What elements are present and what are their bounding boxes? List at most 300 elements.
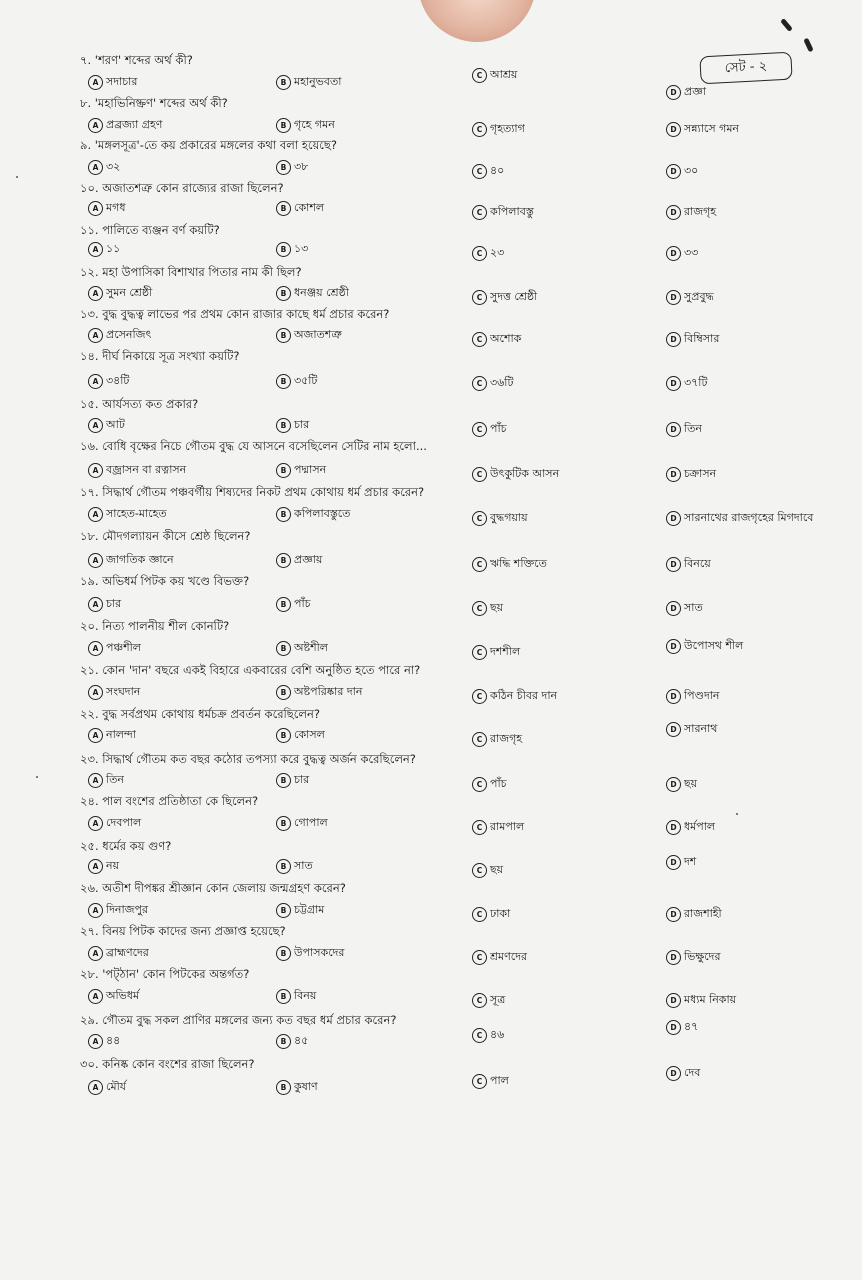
option-bubble: D <box>666 689 681 704</box>
option-text: কোশল <box>294 201 325 214</box>
question-text: ২৪. পাল বংশের প্রতিষ্ঠাতা কে ছিলেন? <box>80 794 259 808</box>
option-d <box>666 948 721 967</box>
option-text: মহানুভবতা <box>294 75 342 88</box>
option-text: ৩৭টি <box>684 376 708 389</box>
option-text: ধর্মপাল <box>684 820 716 833</box>
option-text: মগধ <box>106 201 126 214</box>
option-text: নয় <box>106 859 120 872</box>
option-b <box>276 158 308 177</box>
option-b <box>276 284 349 303</box>
option-a <box>88 372 129 391</box>
option-text: ঋদ্ধি শক্তিতে <box>490 557 547 570</box>
option-text: উৎকুটিক আসন <box>490 467 560 480</box>
option-text: ৩৫টি <box>294 374 318 387</box>
option-bubble: A <box>88 507 103 522</box>
option-text: সাহেত-মাহেত <box>106 507 167 520</box>
option-text: গোপাল <box>294 816 328 829</box>
question-text: ২০. নিত্য পালনীয় শীল কোনটি? <box>80 619 230 633</box>
question-text: ১০. অজাতশত্রু কোন রাজ্যের রাজা ছিলেন? <box>80 181 284 195</box>
option-d <box>666 1064 700 1083</box>
option-b <box>276 240 308 259</box>
option-c <box>472 643 520 662</box>
option-text: নালন্দা <box>106 728 136 741</box>
option-bubble: C <box>472 820 487 835</box>
question-text: ১৮. মৌদগল্যায়ন কীসে শ্রেষ্ঠ ছিলেন? <box>80 529 251 543</box>
option-text: চার <box>294 773 310 786</box>
option-text: ভিক্ষুদের <box>684 950 721 963</box>
option-bubble: D <box>666 820 681 835</box>
option-text: দশ <box>684 855 697 868</box>
option-bubble: B <box>276 418 291 433</box>
option-c <box>472 420 507 439</box>
option-text: সুদত্ত শ্রেষ্ঠী <box>490 290 538 303</box>
option-bubble: A <box>88 463 103 478</box>
option-text: অষ্টশীল <box>294 641 328 654</box>
option-text: আশ্রয় <box>490 68 518 81</box>
option-bubble: A <box>88 118 103 133</box>
option-bubble: C <box>472 511 487 526</box>
option-c <box>472 374 513 393</box>
option-text: পঞ্চশীল <box>106 641 141 654</box>
option-bubble: D <box>666 993 681 1008</box>
option-bubble: C <box>472 467 487 482</box>
option-bubble: D <box>666 85 681 100</box>
option-b <box>276 116 335 135</box>
option-bubble: D <box>666 601 681 616</box>
set-label: সেট - ২ <box>699 52 792 85</box>
option-bubble: B <box>276 463 291 478</box>
option-bubble: C <box>472 290 487 305</box>
option-c <box>472 775 507 794</box>
option-a <box>88 461 186 480</box>
option-bubble: C <box>472 557 487 572</box>
option-c <box>472 162 504 181</box>
option-a <box>88 326 151 345</box>
option-c <box>472 1072 509 1091</box>
option-c <box>472 599 503 618</box>
option-text: তিন <box>106 773 124 786</box>
option-bubble: C <box>472 122 487 137</box>
option-d <box>666 420 702 439</box>
option-bubble: D <box>666 511 681 526</box>
option-bubble: A <box>88 773 103 788</box>
option-text: বজ্রাসন বা রত্নাসন <box>106 463 187 476</box>
option-bubble: D <box>666 205 681 220</box>
question-text: ২৩. সিদ্ধার্থ গৌতম কত বছর কঠোর তপস্যা করে বুদ্ধত্ব অর্জন করেছিলেন? <box>80 752 416 766</box>
option-bubble: D <box>666 907 681 922</box>
option-bubble: A <box>88 374 103 389</box>
option-a <box>88 771 124 790</box>
option-text: ছয় <box>684 777 698 790</box>
option-text: ৩৩ <box>684 246 699 259</box>
option-c <box>472 991 505 1010</box>
page-speck <box>36 776 38 778</box>
question-text: ১১. পালিতে ব্যঞ্জন বর্ণ কয়টি? <box>80 223 220 237</box>
option-b <box>276 73 341 92</box>
option-bubble: C <box>472 332 487 347</box>
option-c <box>472 687 557 706</box>
option-a <box>88 158 120 177</box>
option-b <box>276 1032 308 1051</box>
option-bubble: C <box>472 246 487 261</box>
option-text: অভিধর্ম <box>106 989 140 1002</box>
option-bubble: D <box>666 855 681 870</box>
option-bubble: D <box>666 290 681 305</box>
option-d <box>666 83 706 102</box>
option-bubble: D <box>666 467 681 482</box>
option-d <box>666 120 739 139</box>
option-b <box>276 595 311 614</box>
option-c <box>472 818 524 837</box>
option-bubble: C <box>472 950 487 965</box>
option-text: উপাসকদের <box>294 946 345 959</box>
option-d <box>666 465 716 484</box>
option-text: ১৩ <box>294 242 309 255</box>
option-text: বুদ্ধগয়ায় <box>490 511 528 524</box>
option-bubble: B <box>276 286 291 301</box>
option-bubble: A <box>88 418 103 433</box>
option-c <box>472 244 504 263</box>
option-text: সাত <box>294 859 313 872</box>
option-a <box>88 1078 126 1097</box>
option-bubble: A <box>88 242 103 257</box>
option-bubble: D <box>666 332 681 347</box>
option-text: কপিলাবস্তু <box>490 205 534 218</box>
option-b <box>276 987 316 1006</box>
option-text: গৃহে গমন <box>294 118 335 131</box>
option-text: ১১ <box>106 242 121 255</box>
option-a <box>88 116 162 135</box>
option-c <box>472 861 503 880</box>
page-speck <box>16 176 18 178</box>
question-text: ২৮. 'পট্ঠান' কোন পিটকের অন্তর্গত? <box>80 967 250 981</box>
option-bubble: A <box>88 946 103 961</box>
option-bubble: C <box>472 863 487 878</box>
option-text: দেব <box>684 1066 701 1079</box>
option-text: রাজগৃহ <box>490 732 523 745</box>
option-bubble: B <box>276 553 291 568</box>
option-bubble: B <box>276 773 291 788</box>
option-bubble: C <box>472 907 487 922</box>
option-d <box>666 203 716 222</box>
option-bubble: B <box>276 507 291 522</box>
option-d <box>666 818 715 837</box>
option-b <box>276 901 324 920</box>
option-bubble: D <box>666 164 681 179</box>
option-bubble: A <box>88 201 103 216</box>
option-text: সাত <box>684 601 703 614</box>
option-a <box>88 726 136 745</box>
option-text: কপিলাবস্তুতে <box>294 507 351 520</box>
option-bubble: B <box>276 685 291 700</box>
option-a <box>88 199 125 218</box>
option-c <box>472 905 510 924</box>
option-d <box>666 1018 698 1037</box>
option-text: চার <box>106 597 122 610</box>
option-text: ২৩ <box>490 246 505 259</box>
option-text: রাজশাহী <box>684 907 722 920</box>
option-d <box>666 330 719 349</box>
option-b <box>276 814 328 833</box>
option-bubble: A <box>88 286 103 301</box>
option-text: অষ্টপরিষ্কার দান <box>294 685 363 698</box>
question-text: ৭. 'শরণ' শব্দের অর্থ কী? <box>80 53 193 67</box>
option-bubble: A <box>88 685 103 700</box>
option-text: প্রব্রজ্যা গ্রহণ <box>106 118 163 131</box>
finger-photo-artifact <box>418 0 536 42</box>
option-a <box>88 240 120 259</box>
question-text: ২১. কোন 'দান' বছরে একই বিহারে একবারের বেশি অনুষ্ঠিত হতে পারে না? <box>80 663 421 677</box>
option-bubble: D <box>666 1066 681 1081</box>
option-b <box>276 416 309 435</box>
option-bubble: B <box>276 374 291 389</box>
option-text: শ্রমণদের <box>490 950 528 963</box>
option-c <box>472 203 534 222</box>
option-c <box>472 730 522 749</box>
option-c <box>472 120 525 139</box>
option-b <box>276 505 350 524</box>
option-c <box>472 465 559 484</box>
option-bubble: B <box>276 859 291 874</box>
option-bubble: C <box>472 732 487 747</box>
option-a <box>88 639 141 658</box>
option-b <box>276 372 317 391</box>
option-text: চট্টগ্রাম <box>294 903 325 916</box>
question-text: ১৯. অভিধর্ম পিটক কয় খণ্ডে বিভক্ত? <box>80 574 250 588</box>
option-c <box>472 288 537 307</box>
option-text: ৪০ <box>490 164 505 177</box>
option-a <box>88 987 139 1006</box>
option-bubble: A <box>88 75 103 90</box>
option-bubble: A <box>88 1080 103 1095</box>
option-bubble: B <box>276 989 291 1004</box>
option-bubble: A <box>88 1034 103 1049</box>
option-d <box>666 687 719 706</box>
option-a <box>88 416 125 435</box>
option-text: পাঁচ <box>294 597 311 610</box>
option-text: চক্রাসন <box>684 467 717 480</box>
option-text: দশশীল <box>490 645 521 658</box>
option-bubble: B <box>276 728 291 743</box>
option-bubble: C <box>472 376 487 391</box>
question-text: ১৪. দীর্ঘ নিকায়ে সূত্র সংখ্যা কয়টি? <box>80 349 240 363</box>
option-text: সন্ন্যাসে গমন <box>684 122 739 135</box>
question-text: ২৬. অতীশ দীপঙ্কর শ্রীজ্ঞান কোন জেলায় জন্মগ্রহণ করেন? <box>80 881 346 895</box>
option-bubble: B <box>276 1080 291 1095</box>
option-text: ৪৪ <box>106 1034 121 1047</box>
option-text: কুষাণ <box>294 1080 318 1093</box>
option-c <box>472 948 527 967</box>
option-bubble: A <box>88 816 103 831</box>
option-bubble: D <box>666 557 681 572</box>
option-b <box>276 551 322 570</box>
option-bubble: B <box>276 328 291 343</box>
option-text: ৩৬টি <box>490 376 514 389</box>
option-text: বিম্বিসার <box>684 332 720 345</box>
option-bubble: D <box>666 639 681 654</box>
option-text: জাগতিক জ্ঞানে <box>106 553 174 566</box>
option-text: কঠিন চীবর দান <box>490 689 558 702</box>
option-bubble: B <box>276 201 291 216</box>
option-text: বিনয় <box>294 989 317 1002</box>
option-text: তিন <box>684 422 702 435</box>
option-d <box>666 555 711 574</box>
option-a <box>88 944 149 963</box>
option-bubble: C <box>472 689 487 704</box>
option-text: রামপাল <box>490 820 525 833</box>
option-a <box>88 683 140 702</box>
option-a <box>88 1032 120 1051</box>
option-text: ব্রাহ্মণদের <box>106 946 149 959</box>
option-bubble: A <box>88 641 103 656</box>
option-bubble: D <box>666 722 681 737</box>
option-c <box>472 555 547 574</box>
option-d <box>666 905 722 924</box>
option-bubble: D <box>666 122 681 137</box>
option-text: কোসল <box>294 728 325 741</box>
option-bubble: B <box>276 1034 291 1049</box>
option-bubble: B <box>276 118 291 133</box>
option-b <box>276 461 326 480</box>
option-bubble: C <box>472 645 487 660</box>
option-text: ছয় <box>490 863 504 876</box>
option-text: গৃহত্যাগ <box>490 122 525 135</box>
option-bubble: C <box>472 205 487 220</box>
option-d <box>666 775 697 794</box>
option-b <box>276 199 324 218</box>
question-text: ২৯. গৌতম বুদ্ধ সকল প্রাণির মঙ্গলের জন্য কত বছর ধর্ম প্রচার করেন? <box>80 1013 397 1027</box>
option-text: দেবপাল <box>106 816 142 829</box>
option-bubble: C <box>472 164 487 179</box>
option-text: অজাতশত্রু <box>294 328 342 341</box>
option-bubble: D <box>666 950 681 965</box>
option-text: পদ্মাসন <box>294 463 327 476</box>
option-text: অশোক <box>490 332 522 345</box>
option-text: সদাচার <box>106 75 138 88</box>
option-text: পাঁচ <box>490 422 507 435</box>
question-text: ৯. 'মঙ্গলসূত্র'-তে কয় প্রকারের মঙ্গলের কথা বলা হয়েছে? <box>80 138 337 152</box>
option-b <box>276 639 328 658</box>
option-bubble: C <box>472 777 487 792</box>
option-a <box>88 857 119 876</box>
question-text: ৩০. কনিষ্ক কোন বংশের রাজা ছিলেন? <box>80 1057 255 1071</box>
option-text: সারনাথের রাজগৃহের মিগদাবে <box>684 511 814 524</box>
option-text: বিনয়ে <box>684 557 711 570</box>
question-text: ১৩. বুদ্ধ বুদ্ধত্ব লাভের পর প্রথম কোন রাজার কাছে ধর্ম প্রচার করেন? <box>80 307 390 321</box>
option-text: ধনঞ্জয় শ্রেষ্ঠী <box>294 286 349 299</box>
option-a <box>88 595 121 614</box>
question-text: ২২. বুদ্ধ সর্বপ্রথম কোথায় ধর্মচক্র প্রবর্তন করেছিলেন? <box>80 707 320 721</box>
option-bubble: A <box>88 989 103 1004</box>
option-text: চার <box>294 418 310 431</box>
option-bubble: D <box>666 1020 681 1035</box>
option-text: মৌর্য <box>106 1080 127 1093</box>
option-d <box>666 853 696 872</box>
option-text: পিণ্ডদান <box>684 689 720 702</box>
question-text: ১৬. বোধি বৃক্ষের নিচে গৌতম বুদ্ধ যে আসনে বসেছিলেন সেটির নাম হলো... <box>80 439 427 453</box>
option-d <box>666 599 703 618</box>
option-bubble: C <box>472 1028 487 1043</box>
option-bubble: A <box>88 903 103 918</box>
question-text: ২৫. ধর্মের কয় গুণ? <box>80 839 172 853</box>
option-b <box>276 726 325 745</box>
option-b <box>276 857 313 876</box>
option-d <box>666 244 698 263</box>
option-bubble: C <box>472 993 487 1008</box>
option-text: ৩৮ <box>294 160 309 173</box>
option-bubble: B <box>276 75 291 90</box>
option-bubble: B <box>276 903 291 918</box>
option-a <box>88 505 167 524</box>
option-text: পাল <box>490 1074 509 1087</box>
option-b <box>276 326 342 345</box>
option-bubble: A <box>88 328 103 343</box>
page-speck <box>736 813 738 815</box>
option-bubble: D <box>666 246 681 261</box>
corner-mark <box>803 38 813 53</box>
option-d <box>666 162 698 181</box>
option-c <box>472 509 528 528</box>
option-c <box>472 1026 504 1045</box>
option-b <box>276 683 362 702</box>
option-bubble: D <box>666 422 681 437</box>
option-text: সারনাথ <box>684 722 718 735</box>
option-d <box>666 720 717 739</box>
option-a <box>88 73 137 92</box>
option-text: ৩৪টি <box>106 374 130 387</box>
option-bubble: C <box>472 68 487 83</box>
option-bubble: B <box>276 946 291 961</box>
option-text: আট <box>106 418 125 431</box>
option-text: ৩০ <box>684 164 699 177</box>
option-a <box>88 551 174 570</box>
option-bubble: A <box>88 553 103 568</box>
question-text: ১৫. আর্যসত্য কত প্রকার? <box>80 397 199 411</box>
option-text: ঢাকা <box>490 907 511 920</box>
option-a <box>88 284 152 303</box>
option-a <box>88 814 141 833</box>
option-bubble: B <box>276 160 291 175</box>
option-d <box>666 288 714 307</box>
option-text: সূত্র <box>490 993 506 1006</box>
option-text: উপোসথ শীল <box>684 639 744 652</box>
option-text: প্রসেনজিৎ <box>106 328 152 341</box>
option-bubble: C <box>472 422 487 437</box>
option-text: দিনাজপুর <box>106 903 149 916</box>
option-b <box>276 1078 318 1097</box>
option-b <box>276 771 309 790</box>
option-bubble: C <box>472 601 487 616</box>
option-a <box>88 901 148 920</box>
question-text: ৮. 'মহাভিনিষ্ক্রণ' শব্দের অর্থ কী? <box>80 96 228 110</box>
option-text: রাজগৃহ <box>684 205 717 218</box>
option-bubble: D <box>666 376 681 391</box>
option-bubble: D <box>666 777 681 792</box>
option-text: ৪৭ <box>684 1020 699 1033</box>
corner-mark <box>780 18 793 32</box>
option-text: সংঘদান <box>106 685 141 698</box>
option-text: প্রজ্ঞা <box>684 85 706 98</box>
option-b <box>276 944 344 963</box>
question-text: ১২. মহা উপাসিকা বিশাখার পিতার নাম কী ছিল? <box>80 265 302 279</box>
option-bubble: C <box>472 1074 487 1089</box>
option-bubble: A <box>88 728 103 743</box>
option-d <box>666 637 743 656</box>
option-c <box>472 330 521 349</box>
option-bubble: A <box>88 597 103 612</box>
option-d <box>666 509 813 528</box>
option-bubble: B <box>276 816 291 831</box>
